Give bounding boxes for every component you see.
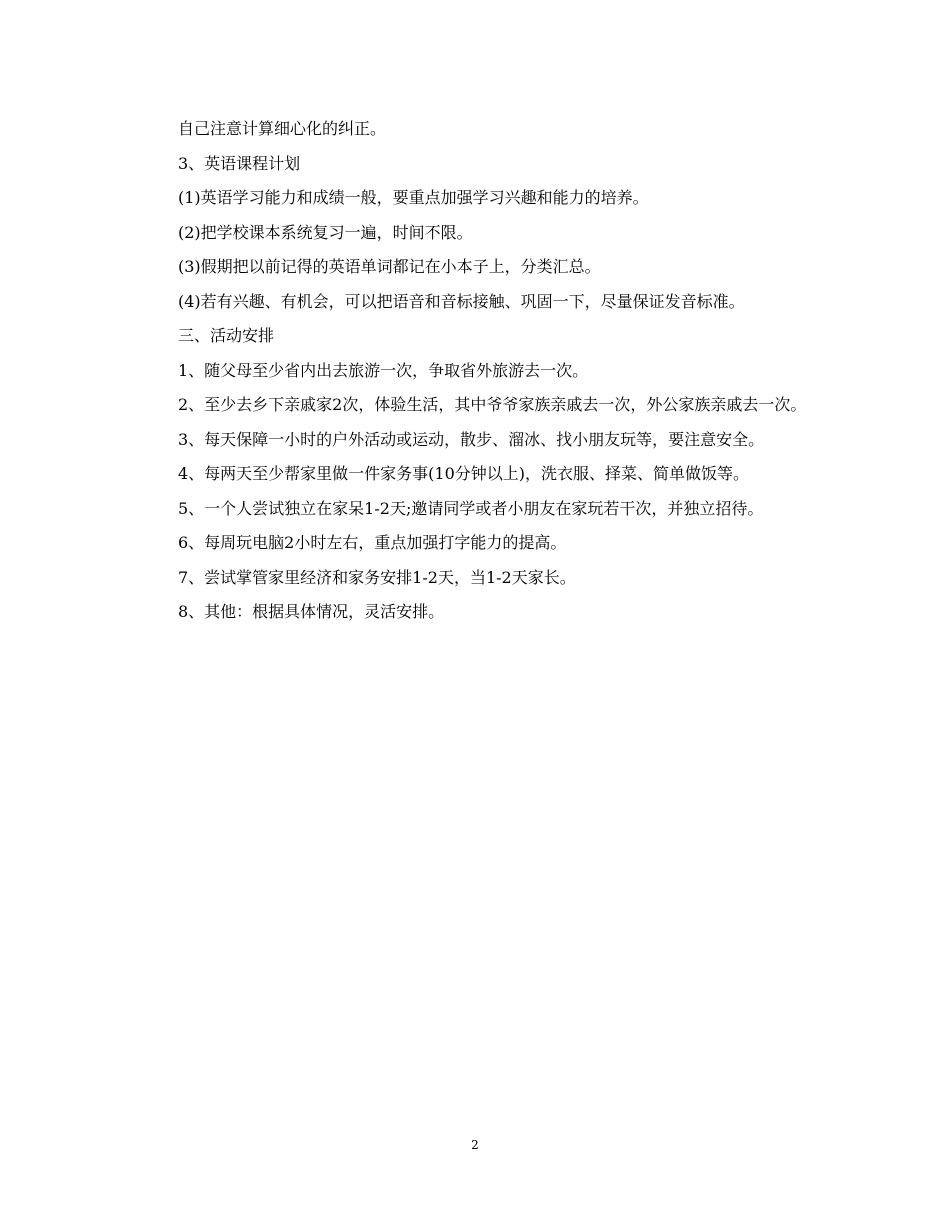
heading-activity-plan: 三、活动安排 <box>178 326 275 345</box>
paragraph-activity-8: 8、其他：根据具体情况，灵活安排。 <box>178 602 445 621</box>
paragraph-english-4: (4)若有兴趣、有机会，可以把语音和音标接触、巩固一下，尽量保证发音标准。 <box>178 291 745 311</box>
paragraph-activity-5: 5、一个人尝试独立在家呆1-2天;邀请同学或者小朋友在家玩若干次，并独立招待。 <box>178 498 764 518</box>
paragraph-activity-3: 3、每天保障一小时的户外活动或运动，散步、溜冰、找小朋友玩等，要注意安全。 <box>178 429 765 449</box>
paragraph-english-1: (1)英语学习能力和成绩一般，要重点加强学习兴趣和能力的培养。 <box>178 188 649 207</box>
page-number: 2 <box>471 1138 479 1152</box>
document-body <box>142 112 810 630</box>
paragraph-english-3: (3)假期把以前记得的英语单词都记在小本子上，分类汇总。 <box>178 257 601 276</box>
paragraph-activity-2: 2、至少去乡下亲戚家2次，体验生活，其中爷爷家族亲戚去一次，外公家族亲戚去一次。 <box>178 395 807 414</box>
paragraph-activity-7: 7、尝试掌管家里经济和家务安排1-2天，当1-2天家长。 <box>178 567 576 587</box>
paragraph-activity-6: 6、每周玩电脑2小时左右，重点加强打字能力的提高。 <box>178 533 567 552</box>
paragraph-activity-4: 4、每两天至少帮家里做一件家务事(10分钟以上)，洗衣服、择菜、简单做饭等。 <box>178 464 750 483</box>
heading-english-plan: 3、英语课程计划 <box>178 153 301 173</box>
paragraph-activity-1: 1、随父母至少省内出去旅游一次，争取省外旅游去一次。 <box>178 360 589 380</box>
paragraph-calc-correction: 自己注意计算细心化的纠正。 <box>178 119 387 138</box>
paragraph-english-2: (2)把学校课本系统复习一遍，时间不限。 <box>178 222 473 242</box>
